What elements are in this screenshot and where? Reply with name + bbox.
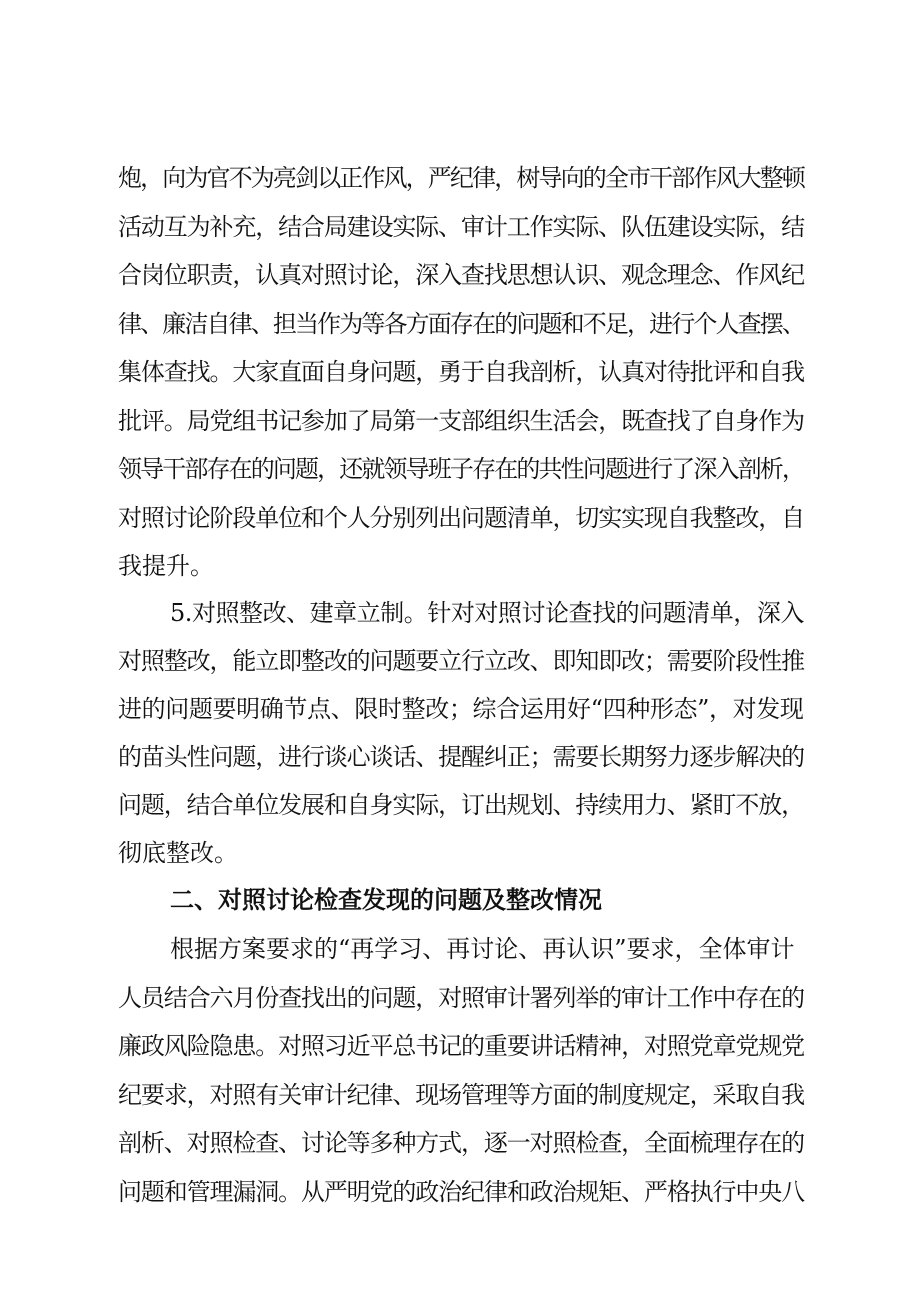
paragraph-line (0, 1026, 920, 1066)
line-text: 领导干部存在的问题，还就领导班子存在的共性问题进行了深入剖析， (118, 455, 804, 483)
section-heading (0, 880, 920, 920)
paragraph-line (0, 449, 920, 489)
section-heading-text: 二、对照讨论检查发现的问题及整改情况 (170, 886, 602, 914)
paragraph-line (0, 498, 920, 538)
line-text: 炮，向为官不为亮剑以正作风，严纪律，树导向的全市干部作风大整顿 (118, 164, 804, 192)
paragraph-line (0, 158, 920, 198)
line-text: 批评。局党组书记参加了局第一支部组织生活会，既查找了自身作为 (118, 407, 804, 435)
paragraph-line (0, 689, 920, 729)
line-text: 廉政风险隐患。对照习近平总书记的重要讲话精神，对照党章党规党 (118, 1032, 804, 1060)
line-text: 5.对照整改、建章立制。针对对照讨论查找的问题清单，深入 (170, 599, 804, 627)
paragraph-line (0, 785, 920, 825)
line-text: 集体查找。大家直面自身问题，勇于自我剖析，认真对待批评和自我 (118, 358, 804, 386)
line-text: 进的问题要明确节点、限时整改；综合运用好“四种形态”，对发现 (118, 695, 804, 723)
line-text: 的苗头性问题，进行谈心谈话、提醒纠正；需要长期努力逐步解决的 (118, 743, 804, 771)
paragraph-line (0, 546, 920, 586)
paragraph-line (0, 978, 920, 1018)
line-text: 活动互为补充，结合局建设实际、审计工作实际、队伍建设实际，结 (118, 213, 804, 241)
line-text: 剖析、对照检查、讨论等多种方式，逐一对照检查，全面梳理存在的 (118, 1129, 804, 1157)
paragraph-line (0, 929, 920, 969)
paragraph-line (0, 255, 920, 295)
line-text: 对照整改，能立即整改的问题要立行立改、即知即改；需要阶段性推 (118, 647, 804, 675)
line-text: 对照讨论阶段单位和个人分别列出问题清单，切实实现自我整改，自 (118, 504, 804, 532)
line-text: 我提升。 (118, 552, 214, 580)
line-text: 问题，结合单位发展和自身实际，订出规划、持续用力、紧盯不放， (118, 791, 804, 819)
line-text: 问题和管理漏洞。从严明党的政治纪律和政治规矩、严格执行中央八 (118, 1178, 804, 1206)
line-text: 律、廉洁自律、担当作为等各方面存在的问题和不足，进行个人查摆、 (118, 310, 804, 338)
paragraph-line (0, 593, 920, 633)
paragraph-line (0, 352, 920, 392)
line-text: 纪要求，对照有关审计纪律、现场管理等方面的制度规定，采取自我 (118, 1081, 804, 1109)
paragraph-line (0, 1075, 920, 1115)
paragraph-line (0, 737, 920, 777)
line-text: 人员结合六月份查找出的问题，对照审计署列举的审计工作中存在的 (118, 984, 804, 1012)
line-text: 根据方案要求的“再学习、再讨论、再认识”要求，全体审计 (170, 935, 795, 963)
paragraph-line (0, 207, 920, 247)
line-text: 合岗位职责，认真对照讨论，深入查找思想认识、观念理念、作风纪 (118, 261, 804, 289)
paragraph-line (0, 401, 920, 441)
paragraph-line (0, 1172, 920, 1212)
paragraph-line (0, 1123, 920, 1163)
line-text: 彻底整改。 (118, 839, 238, 867)
paragraph-line (0, 833, 920, 873)
paragraph-line (0, 304, 920, 344)
paragraph-line (0, 641, 920, 681)
